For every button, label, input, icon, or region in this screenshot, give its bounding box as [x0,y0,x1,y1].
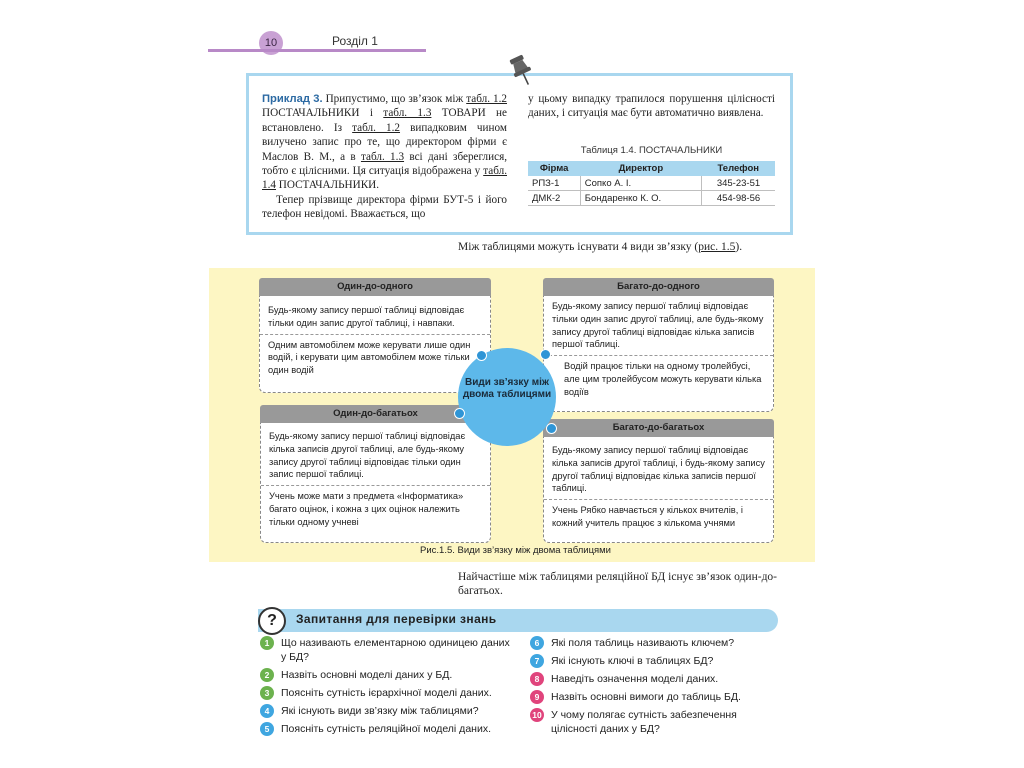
question-number-badge: 8 [530,672,544,686]
connector-dot [454,408,465,419]
example-text-run: Припустимо, що зв’язок між [322,93,467,105]
question-text: Назвіть основні вимоги до таблиць БД. [551,691,741,703]
card-example: Одним автомобілем може керувати лише один водій, і керувати цим автомобілем може тільки один водій [268,339,471,376]
card-example: Учень Рябко навчається у кількох вчителів, і кожний учитель працює з кількома учнями [552,505,743,528]
figure-caption: Рис.1.5. Види зв’язку між двома таблицями [420,545,611,556]
table-cell: Сопко А. І. [580,176,701,191]
question-text: Що називають елементарною одиницею даних у БД? [281,637,510,663]
question-number-badge: 5 [260,722,274,736]
card-definition: Будь-якому запису першої таблиці відповідає тільки один запис другої таблиці, і навпаки. [268,305,465,328]
example-paragraph-2: Тепер прізвище директора фірми БУТ-5 і його телефон невідомі. Вважається, що [262,193,507,221]
card-body [543,437,774,543]
table-reference-link[interactable]: табл. 1.2 [466,93,507,105]
card-body [259,296,491,393]
question-text: Поясніть сутність ієрархічної моделі даних. [281,687,492,699]
relations-intro-text: Між таблицями можуть існувати 4 види зв’язку ( [458,241,699,253]
summary-text: Найчастіше між таблицями реляційної БД існує зв’язок один-до-багатьох. [458,571,777,597]
relations-intro-end: ). [735,241,743,253]
table-cell: 345-23-51 [701,176,775,191]
center-circle-label: Види зв’язку між двома таблицями [462,377,552,400]
header-rule [208,49,426,52]
table-cell: Бондаренко К. О. [580,191,701,206]
question-mark-icon: ? [258,607,286,635]
card-title: Один-до-багатьох [260,405,491,423]
suppliers-table [528,161,775,206]
example-text-run: ТОВАРИ не встановлено. Із [262,107,507,134]
connector-dot [540,349,551,360]
card-divider [261,485,490,486]
question-text: Назвіть основні моделі даних у БД. [281,669,453,681]
table-header: Фірма [528,161,580,176]
table-row [528,191,775,206]
card-definition: Будь-якому запису першої таблиці відповідає кілька записів другої таблиці, і будь-якому запису другої таблиці відповідає кілька записів першої таблиці. [552,445,765,494]
card-example: Учень може мати з предмета «Інформатика» багато оцінок, і кожна з цих оцінок належить тільки одному учневі [269,491,464,527]
questions-right-column [530,636,778,740]
question-text: Наведіть означення моделі даних. [551,673,719,685]
chapter-title: Розділ 1 [332,34,378,48]
question-item [260,668,510,682]
question-item [530,672,778,686]
card-divider [544,499,773,500]
question-text: Які існують види зв’язку між таблицями? [281,705,479,717]
table-caption: Таблиця 1.4. ПОСТАЧАЛЬНИКИ [580,145,723,156]
question-number-badge: 7 [530,654,544,668]
page-number: 10 [259,31,283,55]
question-number-badge: 3 [260,686,274,700]
question-text: Які поля таблиць називають ключем? [551,637,735,649]
example-text-run: ПОСТАЧАЛЬНИКИ. [275,179,380,192]
card-body [543,296,774,412]
question-item [260,636,510,664]
connector-dot [476,350,487,361]
question-item [260,686,510,700]
question-text: У чому полягає сутність забезпечення цілісності даних у БД? [551,709,737,735]
card-many-to-one [543,278,774,412]
question-number-badge: 10 [530,708,544,722]
table-header: Директор [580,161,701,176]
card-title: Багато-до-одного [543,278,774,296]
example-text-run: ПОСТАЧАЛЬНИКИ і [262,107,384,120]
question-number-badge: 9 [530,690,544,704]
example-column-right: у цьому випадку трапилося порушення цілісності даних, і ситуація має бути автоматично виявлена. [528,93,775,120]
figure-reference-link[interactable]: рис. 1.5 [698,241,736,253]
question-item [530,690,778,704]
table-cell: РПЗ-1 [528,176,580,191]
table-cell: ДМК-2 [528,191,580,206]
connector-dot [546,423,557,434]
question-text: Поясніть сутність реляційної моделі даних. [281,723,491,735]
table-reference-link[interactable]: табл. 1.3 [360,150,405,163]
table-row [528,176,775,191]
question-item [530,654,778,668]
card-one-to-many [260,405,491,543]
example-column-left [262,92,507,222]
example-label: Приклад 3. [262,93,323,105]
card-body [260,423,491,543]
card-many-to-many [543,419,774,543]
card-example: Водій працює тільки на одному тролейбусі, але цим тролейбусом можуть керувати кілька водіїв [564,361,762,397]
question-number-badge: 1 [260,636,274,650]
table-header: Телефон [701,161,775,176]
card-title: Багато-до-багатьох [543,419,774,437]
question-text: Які існують ключі в таблицях БД? [551,655,714,667]
card-definition: Будь-якому запису першої таблиці відповідає тільки один запис другої таблиці, але будь-якому запису другої таблиці відповідає кілька записів першої таблиці. [552,301,764,350]
table-reference-link[interactable]: табл. 1.2 [352,121,401,134]
question-item [530,636,778,650]
question-number-badge: 2 [260,668,274,682]
table-reference-link[interactable]: табл. 1.4 [262,165,507,192]
questions-title: Запитання для перевірки знань [296,612,497,626]
question-number-badge: 6 [530,636,544,650]
card-one-to-one [259,278,491,393]
card-divider [544,355,773,356]
example-paragraph-1 [262,92,507,193]
relations-intro [458,241,742,253]
example-text-run: випадковим чином вилучено запис про те, що директором фірми є Маслов В. М., а в [262,121,507,163]
question-number-badge: 4 [260,704,274,718]
card-definition: Будь-якому запису першої таблиці відповідає кілька записів другої таблиці, але будь-якому запису другої таблиці відповідає тільки один запис першої таблиці. [269,431,466,480]
table-reference-link[interactable]: табл. 1.3 [383,107,432,120]
question-item [260,722,510,736]
table-cell: 454-98-56 [701,191,775,206]
card-title: Один-до-одного [259,278,491,296]
question-item [260,704,510,718]
pushpin-icon [507,54,537,88]
card-divider [260,334,490,335]
question-item [530,708,778,736]
example-text-run: всі дані збереглися, тобто є цілісними. Ця ситуація відображена у [262,150,508,178]
questions-left-column [260,636,510,740]
